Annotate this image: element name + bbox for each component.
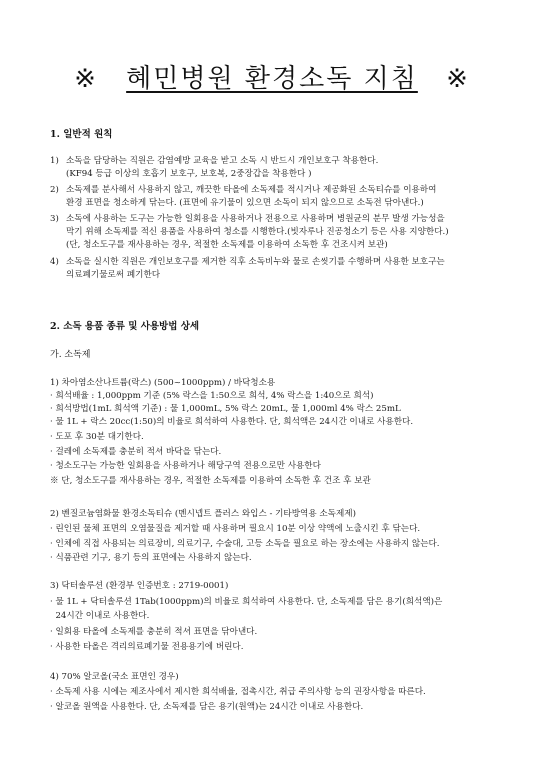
s1-item1-num: 1) (50, 156, 59, 166)
s2-group4-line1: · 소독제 사용 시에는 제조사에서 제시한 희석배율, 접촉시간, 취급 주의사항 능의 권장사항을 따른다. (50, 687, 426, 697)
section2-subheading: 가. 소독제 (50, 350, 91, 360)
s2-group3-title: 3) 닥터솔루션 (환경부 인증번호 : 2719-0001) (50, 581, 229, 591)
title-text: 혜민병원 환경소독 지침 (126, 64, 418, 94)
s1-item1-line2: (KF94 등급 이상의 호흡기 보호구, 보호복, 2중장갑을 착용한다 ) (66, 169, 312, 179)
s1-item3-line3: (단, 청소도구를 재사용하는 경우, 적절한 소독제를 이용하여 소독한 후 건조시켜 보관) (66, 240, 388, 250)
s2-group1-line4: · 도포 후 30분 대기한다. (50, 432, 144, 442)
s1-item4-num: 4) (50, 257, 59, 267)
section1-heading: 1. 일반적 원칙 (50, 129, 113, 140)
s2-group2-line1: · 린인된 물체 표면의 오염물질을 제거할 때 사용하며 필요시 10분 이상 약액에 노출시킨 후 닦는다. (50, 524, 421, 534)
s1-item4-line1: 소독을 실시한 직원은 개인보호구를 제거한 직후 소독비누와 물로 손씻기를 수행하며 사용한 보호구는 (66, 257, 445, 267)
s2-group1-line2: · 희석방법(1mL 희석액 기준) : 물 1,000mL, 5% 락스 20mL, 물 1,000ml 4% 락스 25mL (50, 404, 401, 414)
s1-item2-line1: 소독제를 분사해서 사용하지 않고, 깨끗한 타올에 소독제를 적시거나 제공화된 소독티슈를 이용하여 (66, 185, 437, 195)
section2-heading: 2. 소독 용품 종류 및 사용방법 상세 (50, 321, 200, 332)
s2-group1-line3: · 물 1L + 락스 20cc(1:50)의 비율로 희석하여 사용한다. 단, 희석액은 24시간 이내로 사용한다. (50, 417, 414, 427)
s2-group2-line2: · 인체에 직접 사용되는 의료장비, 의료기구, 수술대, 고등 소독을 필요로 하는 장소에는 사용하지 않는다. (50, 539, 440, 549)
s1-item2-num: 2) (50, 185, 59, 195)
s1-item3-num: 3) (50, 214, 59, 224)
reference-mark-right: ※ (446, 64, 470, 94)
s2-group3-line2: 24시간 이내로 사용한다. (50, 611, 150, 621)
s2-group1-title: 1) 차아염소산나트륨(락스) (500~1000ppm) / 바닥청소용 (50, 378, 276, 388)
s2-group3-line4: · 사용한 타올은 격리의료폐기물 전용용기에 버린다. (50, 642, 244, 652)
s1-item2-line2: 환경 표면을 청소하게 닦는다. (표면에 유기물이 있으면 소독이 되지 않으므로 소독전 닦아낸다.) (66, 198, 424, 208)
document-title (0, 58, 544, 95)
s2-group2-title: 2) 벤질코늄염화물 환경소독티슈 (멘시넵트 플러스 와입스 - 기타방역용 소독제제) (50, 509, 356, 519)
s2-group1-note: ※ 단, 청소도구를 재사용하는 경우, 적절한 소독제를 이용하여 소독한 후 건조 후 보관 (50, 476, 371, 486)
s1-item4-line2: 의료폐기물로써 폐기한다 (66, 270, 161, 280)
s2-group4-title: 4) 70% 알코올(국소 표면인 경우) (50, 672, 179, 682)
s2-group1-line1: · 희석배율 : 1,000ppm 기준 (5% 락스을 1:50으로 희석, 4% 락스을 1:40으로 희석) (50, 391, 374, 401)
s2-group1-line5: · 걸레에 소독제를 충분히 적셔 바닥을 닦는다. (50, 447, 222, 457)
s1-item3-line2: 막기 위해 소독제를 적신 용품을 사용하여 청소를 시행한다.(빗자루나 진공청소기 등은 사용 지양한다.) (66, 227, 449, 237)
s2-group2-line3: · 식품관련 기구, 용기 등의 표면에는 사용하지 않는다. (50, 553, 252, 563)
reference-mark-left: ※ (74, 64, 98, 94)
s2-group1-line6: · 청소도구는 가능한 일회용을 사용하거나 해당구역 전용으로만 사용한다 (50, 461, 321, 471)
s1-item3-line1: 소독에 사용하는 도구는 가능한 일회용을 사용하거나 전용으로 사용하며 병원균의 분무 발생 가능성을 (66, 214, 445, 224)
s1-item1-line1: 소독을 담당하는 직원은 감염예방 교육을 받고 소독 시 반드시 개인보호구 착용한다. (66, 156, 379, 166)
s2-group3-line3: · 일회용 타올에 소독제를 충분히 적셔 표면을 닦아낸다. (50, 627, 258, 637)
s2-group3-line1: · 물 1L + 닥터솔루션 1Tab(1000ppm)의 비율로 희석하여 사용한다. 단, 소독제를 담은 용기(희석액)은 (50, 597, 443, 607)
s2-group4-line2: · 알코올 원액을 사용한다. 단, 소독제를 담은 용기(원액)는 24시간 이내로 사용한다. (50, 702, 364, 712)
